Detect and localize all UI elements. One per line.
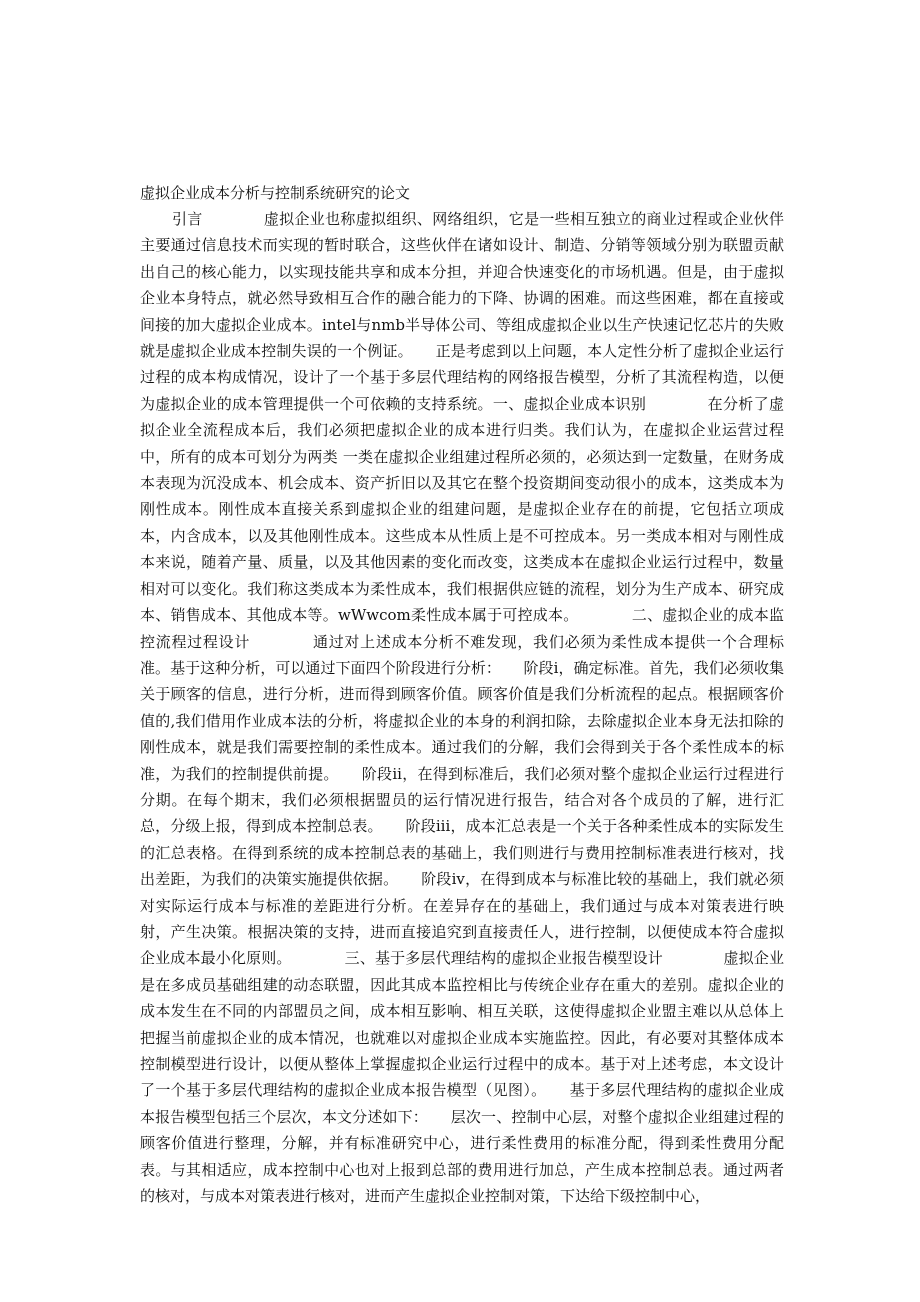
document-title: 虚拟企业成本分析与控制系统研究的论文 <box>140 184 411 202</box>
document-page <box>140 180 784 1209</box>
document-body-text: 引言 虚拟企业也称虚拟组织、网络组织，它是一些相互独立的商业过程或企业伙伴主要通过信息技术而实现的暂时联合，这些伙伴在诸如设计、制造、分销等领域分别为联盟贡献出自己的核心能力，以实现技能共享和成本分担，并迎合快速变化的市场机遇。但是，由于虚拟企业本身特点，就必然导致相互合作的融合能力的下降、协调的困难。而这些困难，都在直接或间接的加大虚拟企业成本。intel与nmb半导体公司、等组成虚拟企业以生产快速记忆芯片的失败就是虚拟企业成本控制失误的一个例证。 正是考虑到以上问题，本人定性分析了虚拟企业运行过程的成本构成情况，设计了一个基于多层代理结构的网络报告模型，分析了其流程构造，以便为虚拟企业的成本管理提供一个可依赖的支持系统。一、虚拟企业成本识别 在分析了虚拟企业全流程成本后，我们必须把虚拟企业的成本进行归类。我们认为，在虚拟企业运营过程中，所有的成本可划分为两类 一类在虚拟企业组建过程所必须的，必须达到一定数量，在财务成本表现为沉没成本、机会成本、资产折旧以及其它在整个投资期间变动很小的成本，这类成本为刚性成本。刚性成本直接关系到虚拟企业的组建问题，是虚拟企业存在的前提，它包括立项成本，内含成本，以及其他刚性成本。这些成本从性质上是不可控成本。另一类成本相对与刚性成本来说，随着产量、质量，以及其他因素的变化而改变，这类成本在虚拟企业运行过程中，数量相对可以变化。我们称这类成本为柔性成本，我们根据供应链的流程，划分为生产成本、研究成本、销售成本、其他成本等。wWwcom柔性成本属于可控成本。 二、虚拟企业的成本监控流程过程设计 通过对上述成本分析不难发现，我们必须为柔性成本提供一个合理标准。基于这种分析，可以通过下面四个阶段进行分析： 阶段i，确定标准。首先，我们必须收集关于顾客的信息，进行分析，进而得到顾客价值。顾客价值是我们分析流程的起点。根据顾客价值的,我们借用作业成本法的分析，将虚拟企业的本身的利润扣除，去除虚拟企业本身无法扣除的刚性成本，就是我们需要控制的柔性成本。通过我们的分解，我们会得到关于各个柔性成本的标准，为我们的控制提供前提。 阶段ii，在得到标准后，我们必须对整个虚拟企业运行过程进行分期。在每个期末，我们必须根据盟员的运行情况进行报告，结合对各个成员的了解，进行汇总，分级上报，得到成本控制总表。 阶段iii，成本汇总表是一个关于各种柔性成本的实际发生的汇总表格。在得到系统的成本控制总表的基础上，我们则进行与费用控制标准表进行核对，找出差距，为我们的决策实施提供依据。 阶段iv，在得到成本与标准比较的基础上，我们就必须对实际运行成本与标准的差距进行分析。在差异存在的基础上，我们通过与成本对策表进行映射，产生决策。根据决策的支持，进而直接追究到直接责任人，进行控制，以便使成本符合虚拟企业成本最小化原则。 三、基于多层代理结构的虚拟企业报告模型设计 虚拟企业是在多成员基础组建的动态联盟，因此其成本监控相比与传统企业存在重大的差别。虚拟企业的成本发生在不同的内部盟员之间，成本相互影响、相互关联，这使得虚拟企业盟主难以从总体上把握当前虚拟企业的成本情况，也就难以对虚拟企业成本实施监控。因此，有必要对其整体成本控制模型进行设计，以便从整体上掌握虚拟企业运行过程中的成本。基于对上述考虑，本文设计了一个基于多层代理结构的虚拟企业成本报告模型（见图）。 基于多层代理结构的虚拟企业成本报告模型包括三个层次，本文分述如下： 层次一、控制中心层，对整个虚拟企业组建过程的顾客价值进行整理，分解，并有标准研究中心，进行柔性费用的标准分配，得到柔性费用分配表。与其相适应，成本控制中心也对上报到总部的费用进行加总，产生成本控制总表。通过两者的核对，与成本对策表进行核对，进而产生虚拟企业控制对策，下达给下级控制中心， <box>140 210 784 1206</box>
